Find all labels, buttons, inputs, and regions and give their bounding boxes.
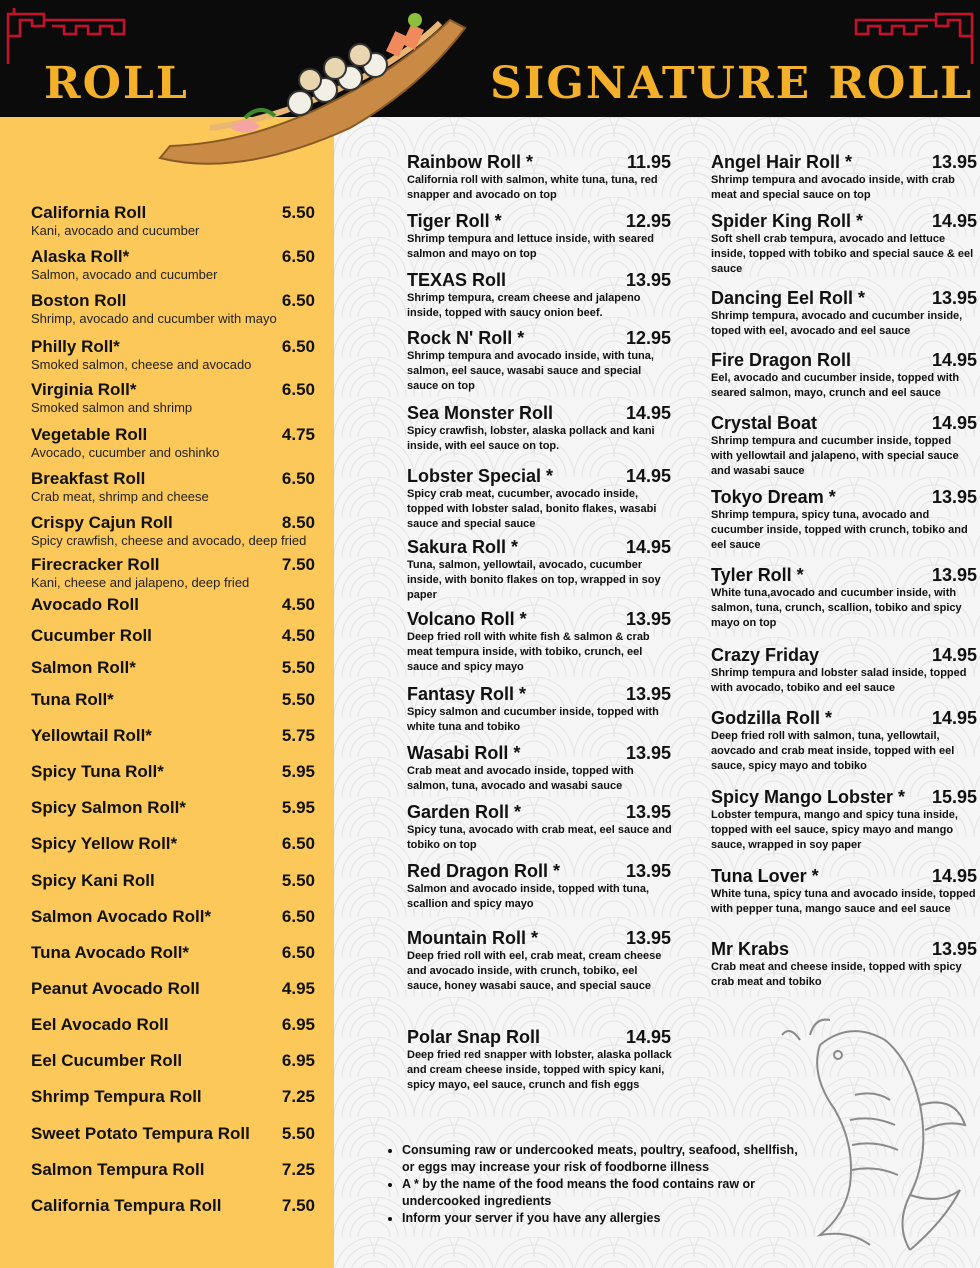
signature-name: Polar Snap Roll — [407, 1027, 541, 1047]
roll-price: 5.50 — [281, 690, 315, 709]
signature-item — [711, 152, 976, 203]
signature-price: 14.95 — [625, 466, 671, 486]
roll-name: Philly Roll* — [31, 337, 120, 356]
roll-name: Tuna Avocado Roll* — [31, 943, 190, 962]
roll-title: ROLL — [44, 58, 189, 109]
signature-description: California roll with salmon, white tuna, tuna, red snapper and avocado on top — [407, 174, 658, 201]
signature-price: 12.95 — [625, 211, 671, 231]
signature-name: Mr Krabs — [711, 939, 790, 959]
signature-description: Shrimp tempura, cream cheese and jalapeno inside, topped with saucy onion beef. — [407, 292, 641, 319]
signature-description: Deep fried red snapper with lobster, alaska pollack and cream cheese inside, topped with spicy kani, spicy mayo, eel sauce, crunch and fish eggs — [407, 1049, 672, 1091]
koi-fish-icon — [780, 1015, 970, 1255]
signature-description: White tuna, spicy tuna and avocado inside, topped with pepper tuna, mango sauce and eel sauce — [711, 888, 976, 915]
roll-description: Kani, avocado and cucumber — [31, 223, 200, 238]
roll-name: California Tempura Roll — [31, 1196, 222, 1215]
signature-item — [711, 350, 976, 401]
roll-name: Spicy Salmon Roll* — [31, 798, 186, 817]
roll-name: Tuna Roll* — [31, 690, 114, 709]
signature-description: Shrimp tempura, spicy tuna, avocado and cucumber inside, topped with crunch, tobiko and eel sauce — [711, 509, 968, 551]
roll-item — [31, 425, 321, 460]
signature-name: TEXAS Roll — [407, 270, 507, 290]
signature-roll-title: SIGNATURE ROLL — [490, 58, 974, 109]
roll-item — [31, 247, 321, 282]
roll-name: Eel Avocado Roll — [31, 1015, 169, 1034]
roll-description: Crab meat, shrimp and cheese — [31, 489, 209, 504]
signature-description: Spicy crab meat, cucumber, avocado inside, topped with lobster salad, bonito flakes, wasabi sauce and special sauce — [407, 488, 657, 530]
roll-price: 7.25 — [281, 1087, 315, 1106]
roll-price: 4.75 — [281, 425, 315, 444]
signature-description: Soft shell crab tempura, avocado and lettuce inside, topped with tobiko and special sauce & eel sauce — [711, 233, 974, 275]
signature-item — [407, 403, 672, 454]
roll-price: 5.95 — [281, 798, 315, 817]
roll-item — [31, 555, 321, 590]
signature-item — [711, 787, 976, 853]
signature-price: 14.95 — [625, 1027, 671, 1047]
roll-item — [31, 1015, 321, 1035]
signature-name: Fire Dragon Roll — [711, 350, 852, 370]
roll-item — [31, 291, 321, 326]
note-item: • Consuming raw or undercooked meats, poultry, seafood, shellfish, or eggs may increase your risk of foodborne illness — [402, 1142, 802, 1176]
signature-item — [407, 1027, 672, 1093]
signature-name: Sakura Roll * — [407, 537, 519, 557]
roll-name: Salmon Roll* — [31, 658, 136, 677]
signature-item — [407, 211, 672, 262]
signature-price: 13.95 — [625, 928, 671, 948]
roll-name: Peanut Avocado Roll — [31, 979, 200, 998]
signature-name: Dancing Eel Roll * — [711, 288, 866, 308]
roll-name: Spicy Yellow Roll* — [31, 834, 178, 853]
roll-name: Spicy Tuna Roll* — [31, 762, 164, 781]
signature-description: Shrimp tempura and lettuce inside, with seared salmon and mayo on top — [407, 233, 654, 260]
signature-description: Tuna, salmon, yellowtail, avocado, cucumber inside, with bonito flakes on top, wrapped in soy paper — [407, 559, 661, 601]
signature-price: 13.95 — [625, 743, 671, 763]
signature-price: 11.95 — [626, 152, 671, 172]
signature-item — [407, 466, 672, 532]
signature-name: Rainbow Roll * — [407, 152, 533, 172]
signature-price: 15.95 — [931, 787, 977, 807]
signature-description: Shrimp tempura, avocado and cucumber inside, toped with eel, avocado and eel sauce — [711, 310, 963, 337]
signature-price: 12.95 — [625, 328, 671, 348]
signature-name: Garden Roll * — [407, 802, 522, 822]
signature-item — [407, 684, 672, 735]
roll-description: Kani, cheese and jalapeno, deep fried — [31, 575, 250, 590]
roll-item — [31, 1051, 321, 1071]
signature-item — [407, 802, 672, 853]
roll-name: Salmon Tempura Roll — [31, 1160, 205, 1179]
roll-name: Firecracker Roll — [31, 555, 160, 574]
signature-description: Shrimp tempura and avocado inside, with tuna, salmon, eel sauce, wasabi sauce and special sauce on top — [407, 350, 654, 392]
signature-name: Crazy Friday — [711, 645, 820, 665]
signature-name: Godzilla Roll * — [711, 708, 833, 728]
roll-item — [31, 943, 321, 963]
signature-item — [407, 609, 672, 675]
roll-description: Smoked salmon and shrimp — [31, 400, 193, 415]
signature-name: Tuna Lover * — [711, 866, 819, 886]
roll-name: Yellowtail Roll* — [31, 726, 152, 745]
roll-item — [31, 513, 321, 548]
roll-price: 5.95 — [281, 762, 315, 781]
roll-name: Vegetable Roll — [31, 425, 148, 444]
signature-description: Eel, avocado and cucumber inside, topped with seared salmon, mayo, crunch and eel sauce — [711, 372, 960, 399]
signature-price: 14.95 — [931, 211, 977, 231]
roll-name: Salmon Avocado Roll* — [31, 907, 212, 926]
roll-price: 6.50 — [281, 834, 315, 853]
signature-price: 13.95 — [931, 939, 977, 959]
signature-name: Spider King Roll * — [711, 211, 864, 231]
roll-item — [31, 469, 321, 504]
signature-name: Red Dragon Roll * — [407, 861, 561, 881]
signature-price: 14.95 — [931, 645, 977, 665]
roll-price: 4.50 — [281, 626, 315, 645]
signature-description: Deep fried roll with white fish & salmon & crab meat tempura inside, with tobiko, crunch, eel sauce and spicy mayo — [407, 631, 650, 673]
roll-item — [31, 658, 321, 678]
roll-name: Virginia Roll* — [31, 380, 137, 399]
signature-name: Fantasy Roll * — [407, 684, 527, 704]
signature-name: Lobster Special * — [407, 466, 554, 486]
roll-name: Boston Roll — [31, 291, 127, 310]
signature-item — [711, 487, 976, 553]
signature-description: Shrimp tempura and lobster salad inside, topped with avocado, tobiko and eel sauce — [711, 667, 967, 694]
roll-item — [31, 871, 321, 891]
signature-price: 13.95 — [625, 802, 671, 822]
roll-item — [31, 380, 321, 415]
roll-item — [31, 690, 321, 710]
roll-item — [31, 1087, 321, 1107]
roll-item — [31, 203, 321, 238]
roll-description: Salmon, avocado and cucumber — [31, 267, 218, 282]
roll-name: Crispy Cajun Roll — [31, 513, 173, 532]
roll-price: 6.95 — [281, 1051, 315, 1070]
signature-item — [407, 537, 672, 603]
signature-description: Spicy tuna, avocado with crab meat, eel sauce and tobiko on top — [407, 824, 672, 851]
note-item: • A * by the name of the food means the food contains raw or undercooked ingredients — [402, 1176, 802, 1210]
signature-item — [711, 939, 976, 990]
roll-price: 5.50 — [281, 1124, 315, 1143]
roll-price: 7.25 — [281, 1160, 315, 1179]
signature-description: Spicy salmon and cucumber inside, topped with white tuna and tobiko — [407, 706, 659, 733]
roll-item — [31, 907, 321, 927]
roll-item — [31, 626, 321, 646]
roll-price: 7.50 — [281, 555, 315, 574]
signature-item — [711, 866, 976, 917]
signature-item — [711, 288, 976, 339]
roll-item — [31, 1124, 321, 1144]
signature-name: Tiger Roll * — [407, 211, 502, 231]
signature-description: Spicy crawfish, lobster, alaska pollack and kani inside, with eel sauce on top. — [407, 425, 655, 452]
roll-name: Alaska Roll* — [31, 247, 130, 266]
signature-description: Crab meat and avocado inside, topped with salmon, tuna, avocado and wasabi sauce — [407, 765, 634, 792]
signature-name: Mountain Roll * — [407, 928, 538, 948]
signature-price: 13.95 — [625, 609, 671, 629]
signature-item — [711, 211, 976, 277]
roll-price: 5.50 — [281, 203, 315, 222]
signature-description: Salmon and avocado inside, topped with tuna, scallion and spicy mayo — [407, 883, 650, 910]
roll-item — [31, 834, 321, 854]
signature-price: 14.95 — [931, 708, 977, 728]
roll-price: 6.50 — [281, 907, 315, 926]
roll-price: 6.50 — [281, 380, 315, 399]
roll-price: 4.50 — [281, 595, 315, 614]
roll-price: 5.75 — [281, 726, 315, 745]
signature-price: 13.95 — [931, 487, 977, 507]
signature-description: Deep fried roll with salmon, tuna, yellowtail, aovcado and crab meat inside, topped with eel sauce, spicy mayo and tobiko — [711, 730, 955, 772]
signature-name: Tokyo Dream * — [711, 487, 836, 507]
signature-name: Volcano Roll * — [407, 609, 527, 629]
signature-item — [407, 152, 672, 203]
signature-item — [407, 861, 672, 912]
signature-name: Angel Hair Roll * — [711, 152, 853, 172]
signature-price: 14.95 — [931, 413, 977, 433]
roll-description: Spicy crawfish, cheese and avocado, deep fried — [31, 533, 307, 548]
signature-name: Sea Monster Roll — [407, 403, 554, 423]
signature-item — [711, 645, 976, 696]
roll-price: 6.50 — [281, 247, 315, 266]
roll-item — [31, 726, 321, 746]
signature-item — [407, 328, 672, 394]
signature-description: Lobster tempura, mango and spicy tuna inside, topped with eel sauce, spicy mayo and mango sauce, wrapped in soy paper — [711, 809, 958, 851]
right-ornament-icon — [846, 6, 976, 66]
signature-price: 14.95 — [931, 866, 977, 886]
roll-description: Avocado, cucumber and oshinko — [31, 445, 220, 460]
signature-price: 13.95 — [931, 152, 977, 172]
signature-description: White tuna,avocado and cucumber inside, with salmon, tuna, crunch, scallion, tobiko and spicy mayo on top — [711, 587, 962, 629]
roll-item — [31, 595, 321, 615]
roll-description: Shrimp, avocado and cucumber with mayo — [31, 311, 277, 326]
roll-item — [31, 337, 321, 372]
roll-price: 4.95 — [281, 979, 315, 998]
roll-price: 7.50 — [281, 1196, 315, 1215]
roll-item — [31, 762, 321, 782]
roll-name: Eel Cucumber Roll — [31, 1051, 183, 1070]
signature-price: 13.95 — [625, 270, 671, 290]
roll-name: Avocado Roll — [31, 595, 139, 614]
signature-name: Tyler Roll * — [711, 565, 804, 585]
roll-price: 8.50 — [281, 513, 315, 532]
roll-price: 6.50 — [281, 943, 315, 962]
roll-price: 6.50 — [281, 291, 315, 310]
signature-description: Deep fried roll with eel, crab meat, cream cheese and avocado inside, with crunch, tobiko, eel sauce, honey wasabi sauce, and special sauce — [407, 950, 662, 992]
roll-price: 5.50 — [281, 658, 315, 677]
note-item: • Inform your server if you have any allergies — [402, 1210, 802, 1227]
roll-name: Spicy Kani Roll — [31, 871, 155, 890]
roll-price: 6.95 — [281, 1015, 315, 1034]
left-ornament-icon — [4, 6, 134, 66]
signature-item — [407, 270, 672, 321]
signature-price: 14.95 — [625, 403, 671, 423]
signature-name: Spicy Mango Lobster * — [711, 787, 906, 807]
roll-item — [31, 979, 321, 999]
roll-name: Cucumber Roll — [31, 626, 152, 645]
roll-price: 6.50 — [281, 337, 315, 356]
signature-item — [407, 928, 672, 994]
roll-price: 5.50 — [281, 871, 315, 890]
notes-list — [384, 1142, 802, 1227]
roll-name: Shrimp Tempura Roll — [31, 1087, 202, 1106]
signature-item — [407, 743, 672, 794]
signature-price: 13.95 — [931, 288, 977, 308]
signature-description: Crab meat and cheese inside, topped with spicy crab meat and tobiko — [711, 961, 962, 988]
signature-price: 13.95 — [931, 565, 977, 585]
signature-name: Crystal Boat — [711, 413, 818, 433]
roll-name: Breakfast Roll — [31, 469, 146, 488]
signature-description: Shrimp tempura and cucumber inside, topped with yellowtail and jalapeno, with special sauce and wasabi sauce — [711, 435, 959, 477]
roll-name: California Roll — [31, 203, 147, 222]
roll-item — [31, 1160, 321, 1180]
signature-price: 14.95 — [931, 350, 977, 370]
roll-name: Sweet Potato Tempura Roll — [31, 1124, 250, 1143]
signature-description: Shrimp tempura and avocado inside, with crab meat and special sauce on top — [711, 174, 955, 201]
roll-item — [31, 1196, 321, 1216]
signature-item — [711, 565, 976, 631]
signature-price: 14.95 — [625, 537, 671, 557]
signature-price: 13.95 — [625, 684, 671, 704]
signature-price: 13.95 — [625, 861, 671, 881]
roll-item — [31, 798, 321, 818]
signature-item — [711, 708, 976, 774]
roll-description: Smoked salmon, cheese and avocado — [31, 357, 252, 372]
signature-name: Wasabi Roll * — [407, 743, 521, 763]
roll-price: 6.50 — [281, 469, 315, 488]
signature-item — [711, 413, 976, 479]
signature-name: Rock N' Roll * — [407, 328, 525, 348]
